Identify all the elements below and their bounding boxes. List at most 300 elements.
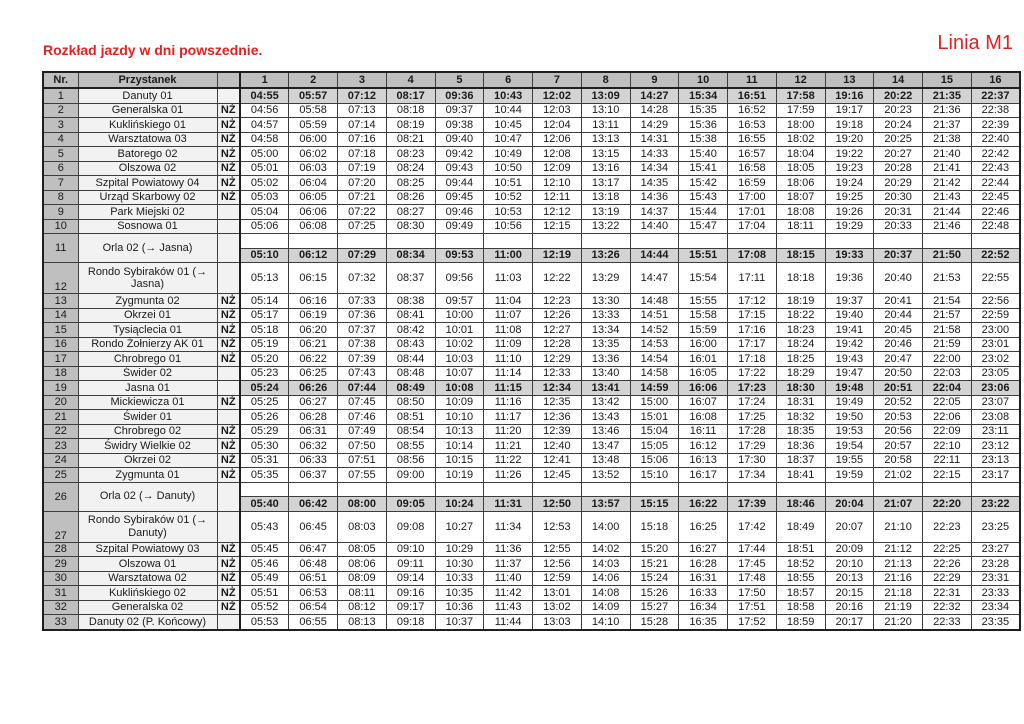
time-cell: 14:10 <box>581 615 630 630</box>
time-cell: 14:27 <box>630 88 679 103</box>
time-cell: 06:25 <box>289 366 338 381</box>
row-number-cell: 4 <box>43 132 78 147</box>
time-cell: 18:36 <box>776 439 825 454</box>
time-cell: 17:11 <box>728 263 777 294</box>
time-cell: 18:55 <box>776 571 825 586</box>
stop-name-cell: Danuty 01 <box>78 88 217 103</box>
time-cell: 09:10 <box>386 542 435 557</box>
time-cell: 06:55 <box>289 615 338 630</box>
time-cell: 09:37 <box>435 103 484 118</box>
time-cell: 17:45 <box>728 557 777 572</box>
time-cell: 17:17 <box>728 337 777 352</box>
stop-name-cell: Rondo Żołnierzy AK 01 <box>78 337 217 352</box>
time-cell: 11:15 <box>484 381 533 396</box>
time-cell: 07:33 <box>338 294 387 309</box>
time-cell: 10:13 <box>435 424 484 439</box>
time-cell: 05:57 <box>289 88 338 103</box>
time-cell: 10:19 <box>435 468 484 483</box>
table-row <box>43 263 1020 294</box>
time-cell: 19:59 <box>825 468 874 483</box>
table-row <box>43 571 1020 586</box>
column-header-course: 4 <box>386 72 435 88</box>
time-cell: 16:05 <box>679 366 728 381</box>
time-cell: 09:46 <box>435 205 484 220</box>
time-cell: 13:17 <box>581 176 630 191</box>
empty-time-cell <box>435 482 484 497</box>
time-cell: 23:34 <box>971 600 1020 615</box>
time-cell: 08:03 <box>338 511 387 542</box>
empty-time-cell <box>484 234 533 249</box>
time-cell: 08:24 <box>386 161 435 176</box>
column-header-course: 13 <box>825 72 874 88</box>
time-cell: 21:13 <box>874 557 923 572</box>
stop-name-cell: Rondo Sybiraków 01 (→ Danuty) <box>78 511 217 542</box>
time-cell: 19:16 <box>825 88 874 103</box>
row-number-cell: 21 <box>43 410 78 425</box>
time-cell: 18:59 <box>776 615 825 630</box>
time-cell: 21:36 <box>923 103 972 118</box>
time-cell: 05:40 <box>240 497 289 512</box>
time-cell: 12:04 <box>533 118 582 133</box>
time-cell: 06:51 <box>289 571 338 586</box>
empty-time-cell <box>776 482 825 497</box>
time-cell: 15:35 <box>679 103 728 118</box>
request-stop-flag: NŻ <box>217 308 240 323</box>
time-cell: 06:08 <box>289 219 338 234</box>
time-cell: 08:30 <box>386 219 435 234</box>
time-cell: 13:34 <box>581 323 630 338</box>
time-cell: 08:37 <box>386 263 435 294</box>
request-stop-flag: NŻ <box>217 176 240 191</box>
time-cell: 14:58 <box>630 366 679 381</box>
time-cell: 13:43 <box>581 410 630 425</box>
time-cell: 16:13 <box>679 453 728 468</box>
time-cell: 06:05 <box>289 190 338 205</box>
time-cell: 16:28 <box>679 557 728 572</box>
time-cell: 08:13 <box>338 615 387 630</box>
time-cell: 08:43 <box>386 337 435 352</box>
time-cell: 07:49 <box>338 424 387 439</box>
time-cell: 13:47 <box>581 439 630 454</box>
table-row <box>43 205 1020 220</box>
time-cell: 17:12 <box>728 294 777 309</box>
time-cell: 06:16 <box>289 294 338 309</box>
request-stop-flag <box>217 482 240 511</box>
time-cell: 16:58 <box>728 161 777 176</box>
table-row <box>43 190 1020 205</box>
stop-name-cell: Okrzei 02 <box>78 453 217 468</box>
time-cell: 10:29 <box>435 542 484 557</box>
time-cell: 10:56 <box>484 219 533 234</box>
time-cell: 08:25 <box>386 176 435 191</box>
time-cell: 05:30 <box>240 439 289 454</box>
time-cell: 17:04 <box>728 219 777 234</box>
request-stop-flag: NŻ <box>217 161 240 176</box>
time-cell: 21:07 <box>874 497 923 512</box>
time-cell: 22:20 <box>923 497 972 512</box>
time-cell: 10:33 <box>435 571 484 586</box>
time-cell: 15:40 <box>679 147 728 162</box>
empty-time-cell <box>630 482 679 497</box>
empty-time-cell <box>971 482 1020 497</box>
time-cell: 12:02 <box>533 88 582 103</box>
time-cell: 22:26 <box>923 557 972 572</box>
request-stop-flag: NŻ <box>217 571 240 586</box>
time-cell: 11:08 <box>484 323 533 338</box>
time-cell: 10:35 <box>435 586 484 601</box>
time-cell: 06:27 <box>289 395 338 410</box>
time-cell: 05:49 <box>240 571 289 586</box>
time-cell: 15:42 <box>679 176 728 191</box>
column-header-course: 6 <box>484 72 533 88</box>
time-cell: 16:01 <box>679 352 728 367</box>
time-cell: 08:18 <box>386 103 435 118</box>
time-cell: 05:51 <box>240 586 289 601</box>
time-cell: 12:36 <box>533 410 582 425</box>
time-cell: 20:17 <box>825 615 874 630</box>
time-cell: 19:37 <box>825 294 874 309</box>
time-cell: 12:39 <box>533 424 582 439</box>
column-header-course: 14 <box>874 72 923 88</box>
table-row <box>43 615 1020 630</box>
time-cell: 18:11 <box>776 219 825 234</box>
time-cell: 13:29 <box>581 263 630 294</box>
time-cell: 13:46 <box>581 424 630 439</box>
stop-name-cell: Park Miejski 02 <box>78 205 217 220</box>
time-cell: 13:10 <box>581 103 630 118</box>
time-cell: 22:59 <box>971 308 1020 323</box>
time-cell: 05:19 <box>240 337 289 352</box>
time-cell: 13:42 <box>581 395 630 410</box>
time-cell: 23:31 <box>971 571 1020 586</box>
time-cell: 15:00 <box>630 395 679 410</box>
request-stop-flag <box>217 511 240 542</box>
time-cell: 19:47 <box>825 366 874 381</box>
time-cell: 10:30 <box>435 557 484 572</box>
time-cell: 05:43 <box>240 511 289 542</box>
time-cell: 11:09 <box>484 337 533 352</box>
request-stop-flag: NŻ <box>217 600 240 615</box>
empty-time-cell <box>679 482 728 497</box>
stop-name-cell: Szpital Powiatowy 03 <box>78 542 217 557</box>
time-cell: 22:32 <box>923 600 972 615</box>
time-cell: 20:10 <box>825 557 874 572</box>
time-cell: 10:36 <box>435 600 484 615</box>
time-cell: 08:27 <box>386 205 435 220</box>
time-cell: 12:41 <box>533 453 582 468</box>
time-cell: 18:23 <box>776 323 825 338</box>
time-cell: 10:15 <box>435 453 484 468</box>
empty-time-cell <box>679 234 728 249</box>
row-number-cell: 33 <box>43 615 78 630</box>
time-cell: 11:14 <box>484 366 533 381</box>
time-cell: 17:22 <box>728 366 777 381</box>
column-header-course: 2 <box>289 72 338 88</box>
time-cell: 06:04 <box>289 176 338 191</box>
empty-time-cell <box>728 234 777 249</box>
time-cell: 22:33 <box>923 615 972 630</box>
time-cell: 12:34 <box>533 381 582 396</box>
time-cell: 16:25 <box>679 511 728 542</box>
time-cell: 08:42 <box>386 323 435 338</box>
time-cell: 17:23 <box>728 381 777 396</box>
stop-name-cell: Zygmunta 02 <box>78 294 217 309</box>
time-cell: 22:40 <box>971 132 1020 147</box>
time-cell: 12:29 <box>533 352 582 367</box>
stop-name-cell: Orla 02 (→ Danuty) <box>78 482 217 511</box>
column-header-flag <box>217 72 240 88</box>
time-cell: 10:08 <box>435 381 484 396</box>
stop-name-cell: Kuklińskiego 01 <box>78 118 217 133</box>
request-stop-flag <box>217 381 240 396</box>
empty-time-cell <box>533 234 582 249</box>
stop-name-cell: Kuklińskiego 02 <box>78 586 217 601</box>
stop-name-cell: Generalska 01 <box>78 103 217 118</box>
row-number-cell: 18 <box>43 366 78 381</box>
time-cell: 23:27 <box>971 542 1020 557</box>
time-cell: 06:26 <box>289 381 338 396</box>
time-cell: 18:46 <box>776 497 825 512</box>
stop-name-cell: Olszowa 02 <box>78 161 217 176</box>
time-cell: 16:07 <box>679 395 728 410</box>
time-cell: 14:40 <box>630 219 679 234</box>
time-cell: 12:10 <box>533 176 582 191</box>
time-cell: 20:09 <box>825 542 874 557</box>
time-cell: 15:01 <box>630 410 679 425</box>
time-cell: 21:20 <box>874 615 923 630</box>
time-cell: 13:26 <box>581 248 630 263</box>
time-cell: 17:15 <box>728 308 777 323</box>
column-header-course: 16 <box>971 72 1020 88</box>
row-number-cell: 6 <box>43 161 78 176</box>
time-cell: 05:02 <box>240 176 289 191</box>
time-cell: 06:33 <box>289 453 338 468</box>
time-cell: 12:23 <box>533 294 582 309</box>
time-cell: 05:20 <box>240 352 289 367</box>
time-cell: 14:47 <box>630 263 679 294</box>
time-cell: 16:53 <box>728 118 777 133</box>
time-cell: 07:45 <box>338 395 387 410</box>
empty-time-cell <box>581 234 630 249</box>
time-cell: 11:04 <box>484 294 533 309</box>
request-stop-flag <box>217 219 240 234</box>
time-cell: 22:44 <box>971 176 1020 191</box>
stop-name-cell: Olszowa 01 <box>78 557 217 572</box>
time-cell: 12:12 <box>533 205 582 220</box>
request-stop-flag: NŻ <box>217 190 240 205</box>
time-cell: 23:07 <box>971 395 1020 410</box>
time-cell: 10:10 <box>435 410 484 425</box>
time-cell: 23:28 <box>971 557 1020 572</box>
time-cell: 12:40 <box>533 439 582 454</box>
row-number-cell: 26 <box>43 482 78 511</box>
time-cell: 10:53 <box>484 205 533 220</box>
time-cell: 15:41 <box>679 161 728 176</box>
time-cell: 20:37 <box>874 248 923 263</box>
time-cell: 20:04 <box>825 497 874 512</box>
column-header-course: 7 <box>533 72 582 88</box>
time-cell: 13:19 <box>581 205 630 220</box>
table-row <box>43 453 1020 468</box>
request-stop-flag: NŻ <box>217 352 240 367</box>
row-number-cell: 28 <box>43 542 78 557</box>
time-cell: 19:40 <box>825 308 874 323</box>
stop-name-cell: Orla 02 (→ Jasna) <box>78 234 217 263</box>
time-cell: 07:14 <box>338 118 387 133</box>
time-cell: 18:00 <box>776 118 825 133</box>
time-cell: 23:08 <box>971 410 1020 425</box>
column-header-course: 11 <box>728 72 777 88</box>
time-cell: 19:23 <box>825 161 874 176</box>
time-cell: 07:44 <box>338 381 387 396</box>
time-cell: 21:18 <box>874 586 923 601</box>
time-cell: 18:15 <box>776 248 825 263</box>
time-cell: 22:48 <box>971 219 1020 234</box>
timetable-body <box>43 88 1020 630</box>
time-cell: 05:17 <box>240 308 289 323</box>
time-cell: 15:43 <box>679 190 728 205</box>
time-cell: 14:06 <box>581 571 630 586</box>
time-cell: 05:52 <box>240 600 289 615</box>
time-cell: 16:06 <box>679 381 728 396</box>
time-cell: 07:39 <box>338 352 387 367</box>
time-cell: 09:14 <box>386 571 435 586</box>
time-cell: 20:07 <box>825 511 874 542</box>
time-cell: 11:26 <box>484 468 533 483</box>
time-cell: 20:29 <box>874 176 923 191</box>
time-cell: 17:00 <box>728 190 777 205</box>
time-cell: 20:22 <box>874 88 923 103</box>
time-cell: 09:53 <box>435 248 484 263</box>
row-number-cell: 12 <box>43 263 78 294</box>
stop-name-cell: Jasna 01 <box>78 381 217 396</box>
time-cell: 16:51 <box>728 88 777 103</box>
request-stop-flag: NŻ <box>217 586 240 601</box>
time-cell: 21:50 <box>923 248 972 263</box>
time-cell: 18:02 <box>776 132 825 147</box>
time-cell: 17:44 <box>728 542 777 557</box>
time-cell: 15:21 <box>630 557 679 572</box>
table-row <box>43 219 1020 234</box>
time-cell: 22:39 <box>971 118 1020 133</box>
time-cell: 11:16 <box>484 395 533 410</box>
time-cell: 13:16 <box>581 161 630 176</box>
time-cell: 13:36 <box>581 352 630 367</box>
time-cell: 05:13 <box>240 263 289 294</box>
time-cell: 22:11 <box>923 453 972 468</box>
time-cell: 05:14 <box>240 294 289 309</box>
time-cell: 18:35 <box>776 424 825 439</box>
time-cell: 16:11 <box>679 424 728 439</box>
time-cell: 17:42 <box>728 511 777 542</box>
time-cell: 18:06 <box>776 176 825 191</box>
table-row <box>43 439 1020 454</box>
time-cell: 08:23 <box>386 147 435 162</box>
time-cell: 07:12 <box>338 88 387 103</box>
time-cell: 22:00 <box>923 352 972 367</box>
time-cell: 21:46 <box>923 219 972 234</box>
time-cell: 15:59 <box>679 323 728 338</box>
time-cell: 22:52 <box>971 248 1020 263</box>
time-cell: 07:29 <box>338 248 387 263</box>
time-cell: 18:37 <box>776 453 825 468</box>
time-cell: 06:31 <box>289 424 338 439</box>
time-cell: 06:02 <box>289 147 338 162</box>
time-cell: 19:42 <box>825 337 874 352</box>
time-cell: 21:53 <box>923 263 972 294</box>
time-cell: 06:22 <box>289 352 338 367</box>
time-cell: 15:44 <box>679 205 728 220</box>
time-cell: 10:07 <box>435 366 484 381</box>
table-row <box>43 410 1020 425</box>
table-row <box>43 308 1020 323</box>
time-cell: 21:59 <box>923 337 972 352</box>
time-cell: 15:51 <box>679 248 728 263</box>
request-stop-flag: NŻ <box>217 132 240 147</box>
time-cell: 18:05 <box>776 161 825 176</box>
time-cell: 06:32 <box>289 439 338 454</box>
time-cell: 05:01 <box>240 161 289 176</box>
time-cell: 13:48 <box>581 453 630 468</box>
time-cell: 09:38 <box>435 118 484 133</box>
empty-time-cell <box>923 234 972 249</box>
time-cell: 20:47 <box>874 352 923 367</box>
time-cell: 20:44 <box>874 308 923 323</box>
time-cell: 22:43 <box>971 161 1020 176</box>
request-stop-flag: NŻ <box>217 294 240 309</box>
time-cell: 15:15 <box>630 497 679 512</box>
time-cell: 19:22 <box>825 147 874 162</box>
time-cell: 18:18 <box>776 263 825 294</box>
time-cell: 10:47 <box>484 132 533 147</box>
request-stop-flag: NŻ <box>217 103 240 118</box>
time-cell: 05:45 <box>240 542 289 557</box>
time-cell: 20:27 <box>874 147 923 162</box>
table-row <box>43 381 1020 396</box>
time-cell: 06:48 <box>289 557 338 572</box>
time-cell: 05:29 <box>240 424 289 439</box>
column-header-course: 1 <box>240 72 289 88</box>
time-cell: 23:33 <box>971 586 1020 601</box>
time-cell: 20:24 <box>874 118 923 133</box>
time-cell: 19:49 <box>825 395 874 410</box>
time-cell: 12:11 <box>533 190 582 205</box>
request-stop-flag: NŻ <box>217 337 240 352</box>
empty-time-cell <box>338 234 387 249</box>
time-cell: 22:31 <box>923 586 972 601</box>
time-cell: 18:49 <box>776 511 825 542</box>
time-cell: 16:55 <box>728 132 777 147</box>
time-cell: 05:18 <box>240 323 289 338</box>
time-cell: 23:05 <box>971 366 1020 381</box>
time-cell: 09:17 <box>386 600 435 615</box>
time-cell: 22:37 <box>971 88 1020 103</box>
time-cell: 17:59 <box>776 103 825 118</box>
row-number-cell: 32 <box>43 600 78 615</box>
time-cell: 20:46 <box>874 337 923 352</box>
empty-time-cell <box>386 482 435 497</box>
time-cell: 23:35 <box>971 615 1020 630</box>
empty-time-cell <box>484 482 533 497</box>
time-cell: 12:45 <box>533 468 582 483</box>
time-cell: 09:42 <box>435 147 484 162</box>
time-cell: 08:49 <box>386 381 435 396</box>
time-cell: 09:56 <box>435 263 484 294</box>
row-number-cell: 17 <box>43 352 78 367</box>
time-cell: 08:05 <box>338 542 387 557</box>
time-cell: 15:54 <box>679 263 728 294</box>
time-cell: 06:03 <box>289 161 338 176</box>
